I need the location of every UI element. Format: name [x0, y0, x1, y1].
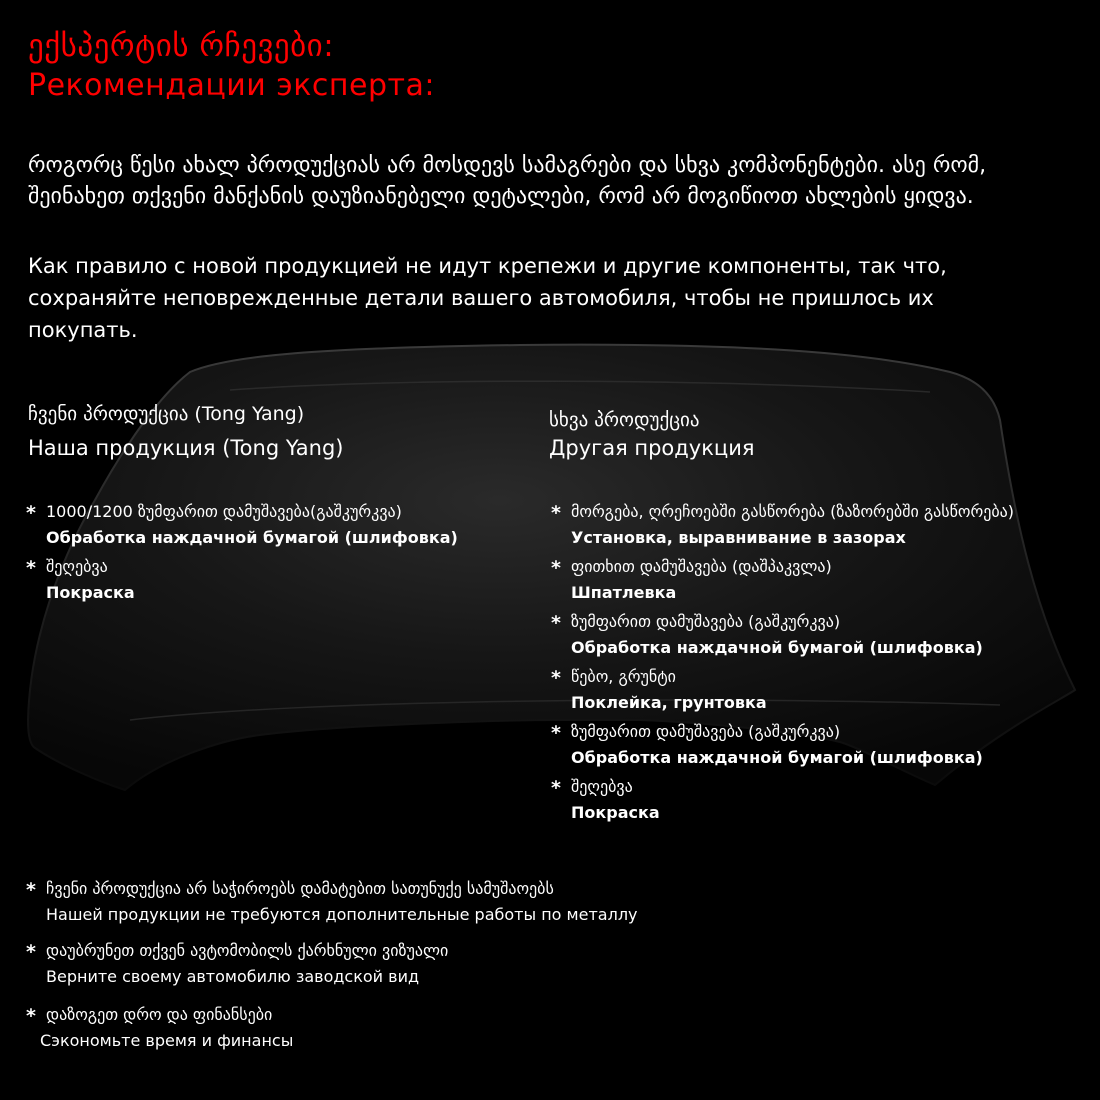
bullet-star: *	[551, 502, 561, 524]
item-label-russian: Покраска	[571, 803, 660, 822]
item-label-georgian: ფითხით დამუშავება (დაშპაკვლა)	[571, 557, 832, 576]
our-product-heading-georgian: ჩვენი პროდუქცია (Tong Yang)	[28, 403, 305, 425]
item-label-georgian: 1000/1200 ზუმფარით დამუშავება(გაშკურკვა)	[46, 502, 402, 521]
benefit-label-russian: Нашей продукции не требуются дополнительные работы по металлу	[46, 905, 638, 924]
item-label-russian: Установка, выравнивание в зазорах	[571, 528, 906, 547]
bullet-star: *	[26, 557, 36, 579]
item-label-georgian: მორგება, ღრეჩოებში გასწორება (ზაზორებში გასწორება)	[571, 502, 1014, 521]
bullet-star: *	[551, 612, 561, 634]
bullet-star: *	[551, 667, 561, 689]
benefit-label-russian: Верните своему автомобилю заводской вид	[46, 967, 420, 986]
bullet-star: *	[551, 777, 561, 799]
item-label-georgian: ზუმფარით დამუშავება (გაშკურკვა)	[571, 722, 841, 741]
item-label-russian: Шпатлевка	[571, 583, 677, 602]
item-label-russian: Покраска	[46, 583, 135, 602]
intro-text-georgian: როგორც წესი ახალ პროდუქციას არ მოსდევს სამაგრები და სხვა კომპონენტები. ასე რომ, შეინახეთ თქვენი მანქანის დაუზიანებელი დეტალები, რომ არ მოგიწიოთ ახლების ყიდვა.	[28, 153, 987, 209]
bullet-star: *	[551, 557, 561, 579]
bullet-star: *	[26, 502, 36, 524]
item-label-russian: Обработка наждачной бумагой (шлифовка)	[46, 528, 458, 547]
benefit-label-georgian: დაუბრუნეთ თქვენ ავტომობილს ქარხნული ვიზუალი	[46, 941, 449, 960]
benefit-label-russian: Сэкономьте время и финансы	[40, 1031, 294, 1050]
other-product-heading-georgian: სხვა პროდუქცია	[549, 409, 700, 431]
item-label-russian: Обработка наждачной бумагой (шлифовка)	[571, 748, 983, 767]
bullet-star: *	[551, 722, 561, 744]
bullet-star: *	[26, 879, 36, 901]
page-title-russian: Рекомендации эксперта:	[28, 68, 435, 103]
benefit-label-georgian: დაზოგეთ დრო და ფინანსები	[46, 1005, 273, 1024]
page-title-georgian: ექსპერტის რჩევები:	[28, 28, 335, 64]
benefit-label-georgian: ჩვენი პროდუქცია არ საჭიროებს დამატებით სათუნუქე სამუშაოებს	[46, 879, 554, 898]
other-product-heading-russian: Другая продукция	[549, 436, 755, 460]
intro-text-russian: Как правило с новой продукцией не идут крепежи и другие компоненты, так что, сохраняйте неповрежденные детали вашего автомобиля, чтобы не пришлось их покупать.	[28, 254, 947, 342]
item-label-georgian: შეღებვა	[571, 777, 633, 796]
item-label-russian: Обработка наждачной бумагой (шлифовка)	[571, 638, 983, 657]
item-label-georgian: წებო, გრუნტი	[571, 667, 676, 686]
bullet-star: *	[26, 941, 36, 963]
item-label-georgian: ზუმფარით დამუშავება (გაშკურკვა)	[571, 612, 841, 631]
item-label-georgian: შეღებვა	[46, 557, 108, 576]
item-label-russian: Поклейка, грунтовка	[571, 693, 767, 712]
bullet-star: *	[26, 1005, 36, 1027]
our-product-heading-russian: Наша продукция (Tong Yang)	[28, 436, 344, 460]
